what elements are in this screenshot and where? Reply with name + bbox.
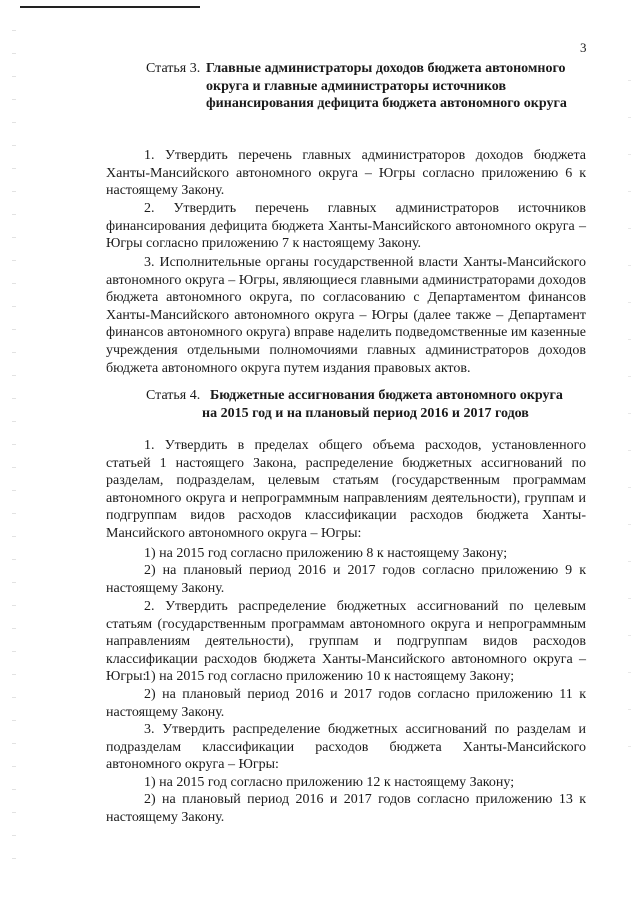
article-4-title-line-1: Бюджетные ассигнования бюджета автономного округа xyxy=(210,388,563,403)
article-3-label: Статья 3. xyxy=(146,61,201,76)
scan-margin-marks xyxy=(12,30,16,870)
page-number: 3 xyxy=(580,40,587,55)
article-4-paragraph-3: 3. Утвердить распределение бюджетных ассигнований по разделам и подразделам классификации расходов бюджета Ханты-Мансийского автономного округа – Югры: xyxy=(106,722,586,773)
top-border-line xyxy=(20,6,200,8)
article-3-paragraph-1: 1. Утвердить перечень главных администраторов доходов бюджета Ханты-Мансийского автономного округа – Югры согласно приложению 6 к настоящему Закону. xyxy=(106,148,586,199)
article-4-item-2-1: 1) на 2015 год согласно приложению 10 к настоящему Закону; xyxy=(144,669,515,684)
article-3-heading xyxy=(146,60,586,132)
article-3-paragraph-3: 3. Исполнительные органы государственной власти Ханты-Мансийского автономного округа – Югры, являющиеся главными администраторами доходов бюджета автономного округа, по согласованию с Департаментом финансов Ханты-Мансийского автономного округа – Югры (далее также – Департамент финансов автономного округа) вправе наделить подведомственные им казенные учреждения отдельными полномочиями главных администраторов доходов бюджета автономного округа путем издания правовых актов. xyxy=(106,255,586,376)
article-4-title-line-2: на 2015 год и на плановый период 2016 и 2017 годов xyxy=(202,405,529,421)
article-4-item-3-1: 1) на 2015 год согласно приложению 12 к настоящему Закону; xyxy=(144,775,515,790)
article-3-paragraph-2: 2. Утвердить перечень главных администраторов источников финансирования дефицита бюджета Ханты-Мансийского автономного округа – Югры согласно приложению 7 к настоящему Закону. xyxy=(106,201,586,252)
article-4-paragraph-1: 1. Утвердить в пределах общего объема расходов, установленного статьей 1 настоящего Закона, распределение бюджетных ассигнований по разделам, подразделам, целевым статьям (государственным программам автономного округа и непрограммным направлениям деятельности), группам и подгруппам видов расходов классификации расходов бюджета Ханты-Мансийского автономного округа – Югры: xyxy=(106,438,586,541)
article-4-item-1-2: 2) на плановый период 2016 и 2017 годов согласно приложению 9 к настоящему Закону. xyxy=(106,563,586,596)
article-4-paragraph-2: 2. Утвердить распределение бюджетных ассигнований по целевым статьям (государственным программам автономного округа и непрограммным направлениям деятельности), группам и подгруппам видов расходов классификации расходов бюджета Ханты-Мансийского автономного округа – Югры: xyxy=(106,599,586,685)
article-4-title xyxy=(202,387,606,422)
article-4-item-1-1: 1) на 2015 год согласно приложению 8 к настоящему Закону; xyxy=(144,546,508,561)
article-4-item-2-2: 2) на плановый период 2016 и 2017 годов согласно приложению 11 к настоящему Закону. xyxy=(106,687,586,720)
article-3-title: Главные администраторы доходов бюджета автономного округа и главные администраторы источников финансирования дефицита бюджета автономного округа xyxy=(206,61,567,111)
article-4-item-3-2: 2) на плановый период 2016 и 2017 годов согласно приложению 13 к настоящему Закону. xyxy=(106,792,586,825)
scan-right-marks xyxy=(628,80,631,780)
article-4-label: Статья 4. xyxy=(146,388,201,403)
article-4-heading xyxy=(146,387,606,423)
